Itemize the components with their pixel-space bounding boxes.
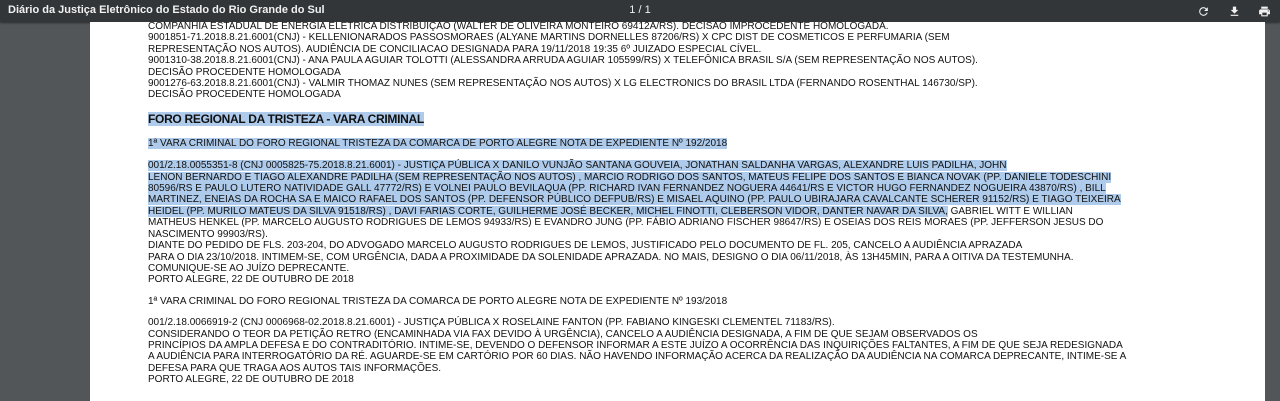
selected-text: LENON BERNARDO E TIAGO ALEXANDRE PADILHA (SEM REPRESENTAÇÃO NOS AUTOS) , MARCIO RODRIGO DOS SANTOS, MATEUS FELIPE DOS SANTOS E BIANCA NOVAK (PP. DANIELE TODESCHINI <box>148 171 1112 183</box>
text-fragment: GABRIEL WITT E WILLIAN <box>947 205 1073 217</box>
text-line: MATHEUS HENKEL (PP. MARCELO AUGUSTO RODRIGUES DE LEMOS 94933/RS) E EVANDRO JUNG (PP. FÁBIO ADRIANO FISCHER 98647/RS) E OSEIAS DOS REIS MORAES (PP. JEFFERSON JESUS DO <box>148 217 1104 229</box>
print-button[interactable] <box>1254 1 1274 21</box>
text-line: PRINCÍPIOS DA AMPLA DEFESA E DO CONTRADITÓRIO. INTIME-SE, DEVENDO O DEFENSOR INFORMAR A ESTE JUÍZO A OCORRÊNCIA DAS INQUIRIÇÕES FALTANTES, A FIM DE QUE SEJA REDESIGNADA <box>148 339 1123 351</box>
selected-text: MARTINEZ, ENEIAS DA ROCHA SA E MAICO RAFAEL DOS SANTOS (PP. DEFENSOR PÚBLICO DEFPUB/RS) E MISAEL AQUINO (PP. PAULO UBIRAJARA CAVALCANTE SCHERER 91152/RS) E TIAGO TEIXEIRA <box>148 194 1121 206</box>
text-line: 9001851-71.2018.8.21.6001(CNJ) - KELLENIONARADOS PASSOSMORAES (ALYANE MARTINS DORNELLES 87206/RS) X CPC DIST DE COSMETICOS E PERFUMARIA (SEM <box>148 32 950 44</box>
section-heading <box>148 112 1248 126</box>
selected-line <box>148 172 1248 183</box>
text-line: REPRESENTAÇÃO NOS AUTOS). AUDIÊNCIA DE CONCILIACAO DESIGNADA PARA 19/11/2018 19:35 6º JUIZADO ESPECIAL CÍVEL. <box>148 43 762 55</box>
text-line: COMUNIQUE-SE AO JUÍZO DEPRECANTE. <box>148 262 350 274</box>
text-line: PORTO ALEGRE, 22 DE OUTUBRO DE 2018 <box>148 274 354 286</box>
selected-text: HEIDEL (PP. MURILO MATEUS DA SILVA 91518/RS) , DAVI FARIAS CORTE, GUILHERME JOSÉ BECKER, MICHEL FINOTTI, CLEBERSON VIDOR, DANTER NAVAR DA SILVA, <box>148 205 948 217</box>
text-line: CONSIDERANDO O TEOR DA PETIÇÃO RETRO (ENCAMINHADA VIA FAX DEVIDO À URGÊNCIA), CANCELO A AUDIÊNCIA DESIGNADA, A FIM DE QUE SEJAM OBSERVADOS OS <box>148 328 978 340</box>
selected-line <box>148 160 1248 171</box>
text-line: DIANTE DO PEDIDO DE FLS. 203-204, DO ADVOGADO MARCELO AUGUSTO RODRIGUES DE LEMOS, JUSTIFICADO PELO DOCUMENTO DE FL. 205, CANCELO A AUDIÊNCIA APRAZADA <box>148 240 1023 252</box>
text-line: DECISÃO PROCEDENTE HOMOLOGADA <box>148 66 341 78</box>
document-body <box>148 22 1248 386</box>
pdf-page <box>90 22 1265 401</box>
text-line: PORTO ALEGRE, 22 DE OUTUBRO DE 2018 <box>148 374 354 386</box>
text-line: COMPANHIA ESTADUAL DE ENERGIA ELÉTRICA DISTRIBUIÇÃO (WALTER DE OLIVEIRA MONTEIRO 69412A/RS). DECISÃO IMPROCEDENTE HOMOLOGADA. <box>148 22 889 32</box>
selected-text: 80596/RS E PAULO LUTERO NATIVIDADE GALL 47772/RS) E VOLNEI PAULO BEVILAQUA (PP. RICHARD IVAN FERNANDEZ NOGUERA 44641/RS E VICTOR HUGO FERNANDEZ NOGUEIRA 43870/RS) , BILL <box>148 183 1106 195</box>
nota-title: 1ª VARA CRIMINAL DO FORO REGIONAL TRISTEZA DA COMARCA DE PORTO ALEGRE NOTA DE EXPEDIENTE Nº 193/2018 <box>148 295 728 307</box>
rotate-icon <box>1197 5 1210 18</box>
text-line: 9001276-63.2018.8.21.6001(CNJ) - VALMIR THOMAZ NUNES (SEM REPRESENTAÇÃO NOS AUTOS) X LG ELECTRONICS DO BRASIL LTDA (FERNANDO ROSENTHAL 146730/SP). <box>148 78 978 90</box>
text-line: A AUDIÊNCIA PARA INTERROGATÓRIO DA RÉ. AGUARDE-SE EM CARTÓRIO POR 60 DIAS. NÃO HAVENDO INFORMAÇÃO ACERCA DA REALIZAÇÃO DA AUDIÊNCIA NA COMARCA DEPRECANTE, INTIME-SE A <box>148 351 1127 363</box>
document-title: Diário da Justiça Eletrônico do Estado do Rio Grande do Sul <box>8 4 325 16</box>
text-line: PARA O DIA 23/10/2018. INTIMEM-SE, COM URGÊNCIA, DADA A PROXIMIDADE DA SOLENIDADE APRAZADA. NO MAIS, DESIGNO O DIA 06/11/2018, ÀS 13H45MIN, PARA A OITIVA DA TESTEMUNHA. <box>148 251 1074 263</box>
selected-line <box>148 183 1248 194</box>
text-line: DECISÃO PROCEDENTE HOMOLOGADA <box>148 89 341 101</box>
page-indicator: 1 / 1 <box>629 4 651 16</box>
nota-title <box>148 138 1248 149</box>
text-line: NASCIMENTO 99903/RS). <box>148 228 268 240</box>
text-line: 001/2.18.0066919-2 (CNJ 0006968-02.2018.8.21.6001) - JUSTIÇA PÚBLICA X ROSELAINE FANTON (PP. FABIANO KINGESKI CLEMENTEL 71183/RS). <box>148 317 835 329</box>
rotate-button[interactable] <box>1193 1 1213 21</box>
selected-line <box>148 194 1248 205</box>
print-icon <box>1258 5 1271 18</box>
download-icon <box>1228 5 1241 18</box>
selected-line <box>148 206 1248 217</box>
text-line: 9001310-38.2018.8.21.6001(CNJ) - ANA PAULA AGUIAR TOLOTTI (ALESSANDRA ARRUDA AGUIAR 105599/RS) X TELEFÔNICA BRASIL S/A (SEM REPRESENTAÇÃO NOS AUTOS). <box>148 55 978 67</box>
pdf-toolbar <box>0 0 1280 22</box>
section-heading-text: FORO REGIONAL DA TRISTEZA - VARA CRIMINAL <box>148 111 424 126</box>
download-button[interactable] <box>1224 1 1244 21</box>
selected-text: 001/2.18.0055351-8 (CNJ 0005825-75.2018.8.21.6001) - JUSTIÇA PÚBLICA X DANILO VUNJÃO SANTANA GOUVEIA, JONATHAN SALDANHA VARGAS, ALEXANDRE LUIS PADILHA, JOHN <box>148 160 1007 172</box>
text-line: DEFESA PARA QUE TRAGA AOS AUTOS TAIS INFORMAÇÕES. <box>148 362 442 374</box>
nota-title-text: 1ª VARA CRIMINAL DO FORO REGIONAL TRISTEZA DA COMARCA DE PORTO ALEGRE NOTA DE EXPEDIENTE Nº 192/2018 <box>148 137 728 149</box>
